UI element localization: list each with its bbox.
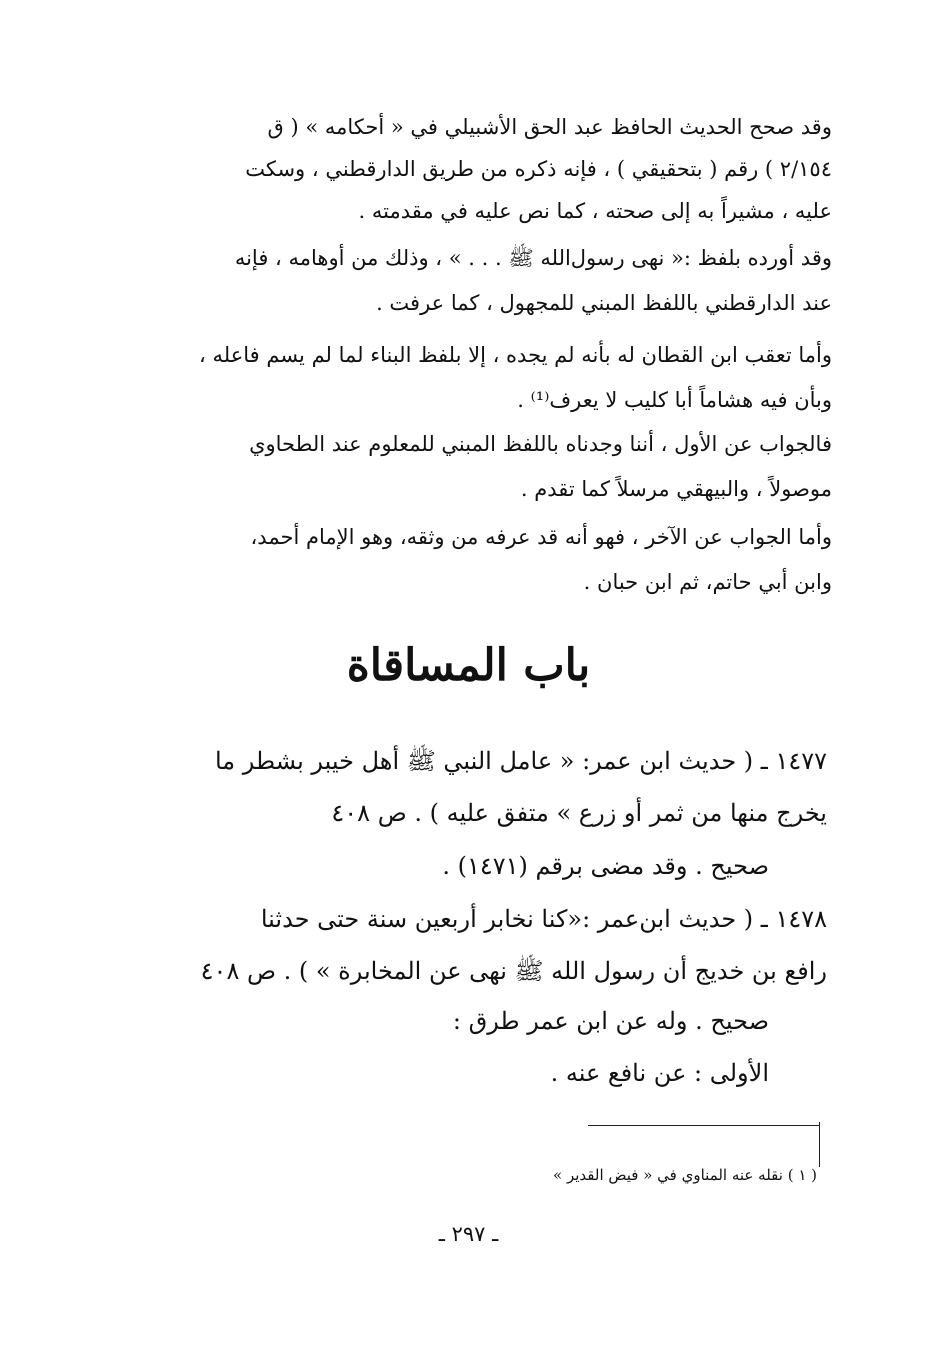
text-line: وأما تعقب ابن القطان له بأنه لم يجده ، إلا بلفظ البناء لما لم يسم فاعله ، xyxy=(199,343,832,367)
text-line: عليه ، مشيراً به إلى صحته ، كما نص عليه في مقدمته . xyxy=(358,199,832,223)
hadith-entry-1477 xyxy=(127,735,827,839)
text-line: وقد أورده بلفظ :« نهى رسول‌الله ﷺ . . . » ، وذلك من أوهامه ، فإنه xyxy=(234,246,832,270)
paragraph-ibn-al-qattan-critique xyxy=(142,333,832,423)
footnote-separator xyxy=(588,1125,820,1126)
chapter-heading: باب المساقاة xyxy=(346,640,591,691)
paragraph-wording-error xyxy=(142,236,832,326)
text-line: الأولى : عن نافع عنه . xyxy=(550,1059,769,1087)
text-line: وبأن فيه هشاماً أبا كليب لا يعرف⁽¹⁾ . xyxy=(517,388,832,412)
footnote: ( ١ ) نقله عنه المناوي في « فيض القدير » xyxy=(553,1166,817,1184)
paragraph-second-answer xyxy=(142,515,832,605)
text-line: صحيح . وله عن ابن عمر طرق : xyxy=(452,1007,769,1035)
text-line: فالجواب عن الأول ، أننا وجدناه باللفظ المبني للمعلوم عند الطحاوي xyxy=(249,432,832,456)
text-line: وابن أبي حاتم، ثم ابن حبان . xyxy=(583,570,832,594)
text-line: يخرج منها من ثمر أو زرع » متفق عليه ) . ص ٤٠٨ xyxy=(331,799,827,827)
hadith-entry-1478 xyxy=(127,893,827,997)
paragraph-hadith-authentication xyxy=(142,106,832,232)
page-number: ـ ٢٩٧ ـ xyxy=(438,1222,499,1246)
text-line: رافع بن خديج أن رسول الله ﷺ نهى عن المخابرة » ) . ص ٤٠٨ xyxy=(200,957,827,985)
text-line: ١٤٧٧ ـ ( حديث ابن عمر: « عامل النبي ﷺ أهل خيبر بشطر ما xyxy=(214,747,827,775)
text-line: موصولاً ، والبيهقي مرسلاً كما تقدم . xyxy=(520,477,832,501)
text-line: وقد صحح الحديث الحافظ عبد الحق الأشبيلي في « أحكامه » ( ق xyxy=(267,115,832,139)
grading-1478 xyxy=(129,995,769,1047)
grading-1477 xyxy=(129,840,769,892)
paragraph-first-answer xyxy=(142,422,832,512)
text-line: وأما الجواب عن الآخر ، فهو أنه قد عرفه من وثقه، وهو الإمام أحمد، xyxy=(250,525,832,549)
footnote-separator-tick xyxy=(819,1122,820,1167)
text-line: عند الدارقطني باللفظ المبني للمجهول ، كما عرفت . xyxy=(376,291,832,315)
text-line: ١٤٧٨ ـ ( حديث ابن‌عمر :«كنا نخابر أربعين سنة حتى حدثنا xyxy=(260,905,827,933)
text-line: ٢/١٥٤ ) رقم ( بتحقيقي ) ، فإنه ذكره من طريق الدارقطني ، وسكت xyxy=(245,157,832,181)
text-line: صحيح . وقد مضى برقم (١٤٧١) . xyxy=(442,852,769,880)
first-chain xyxy=(129,1047,769,1099)
